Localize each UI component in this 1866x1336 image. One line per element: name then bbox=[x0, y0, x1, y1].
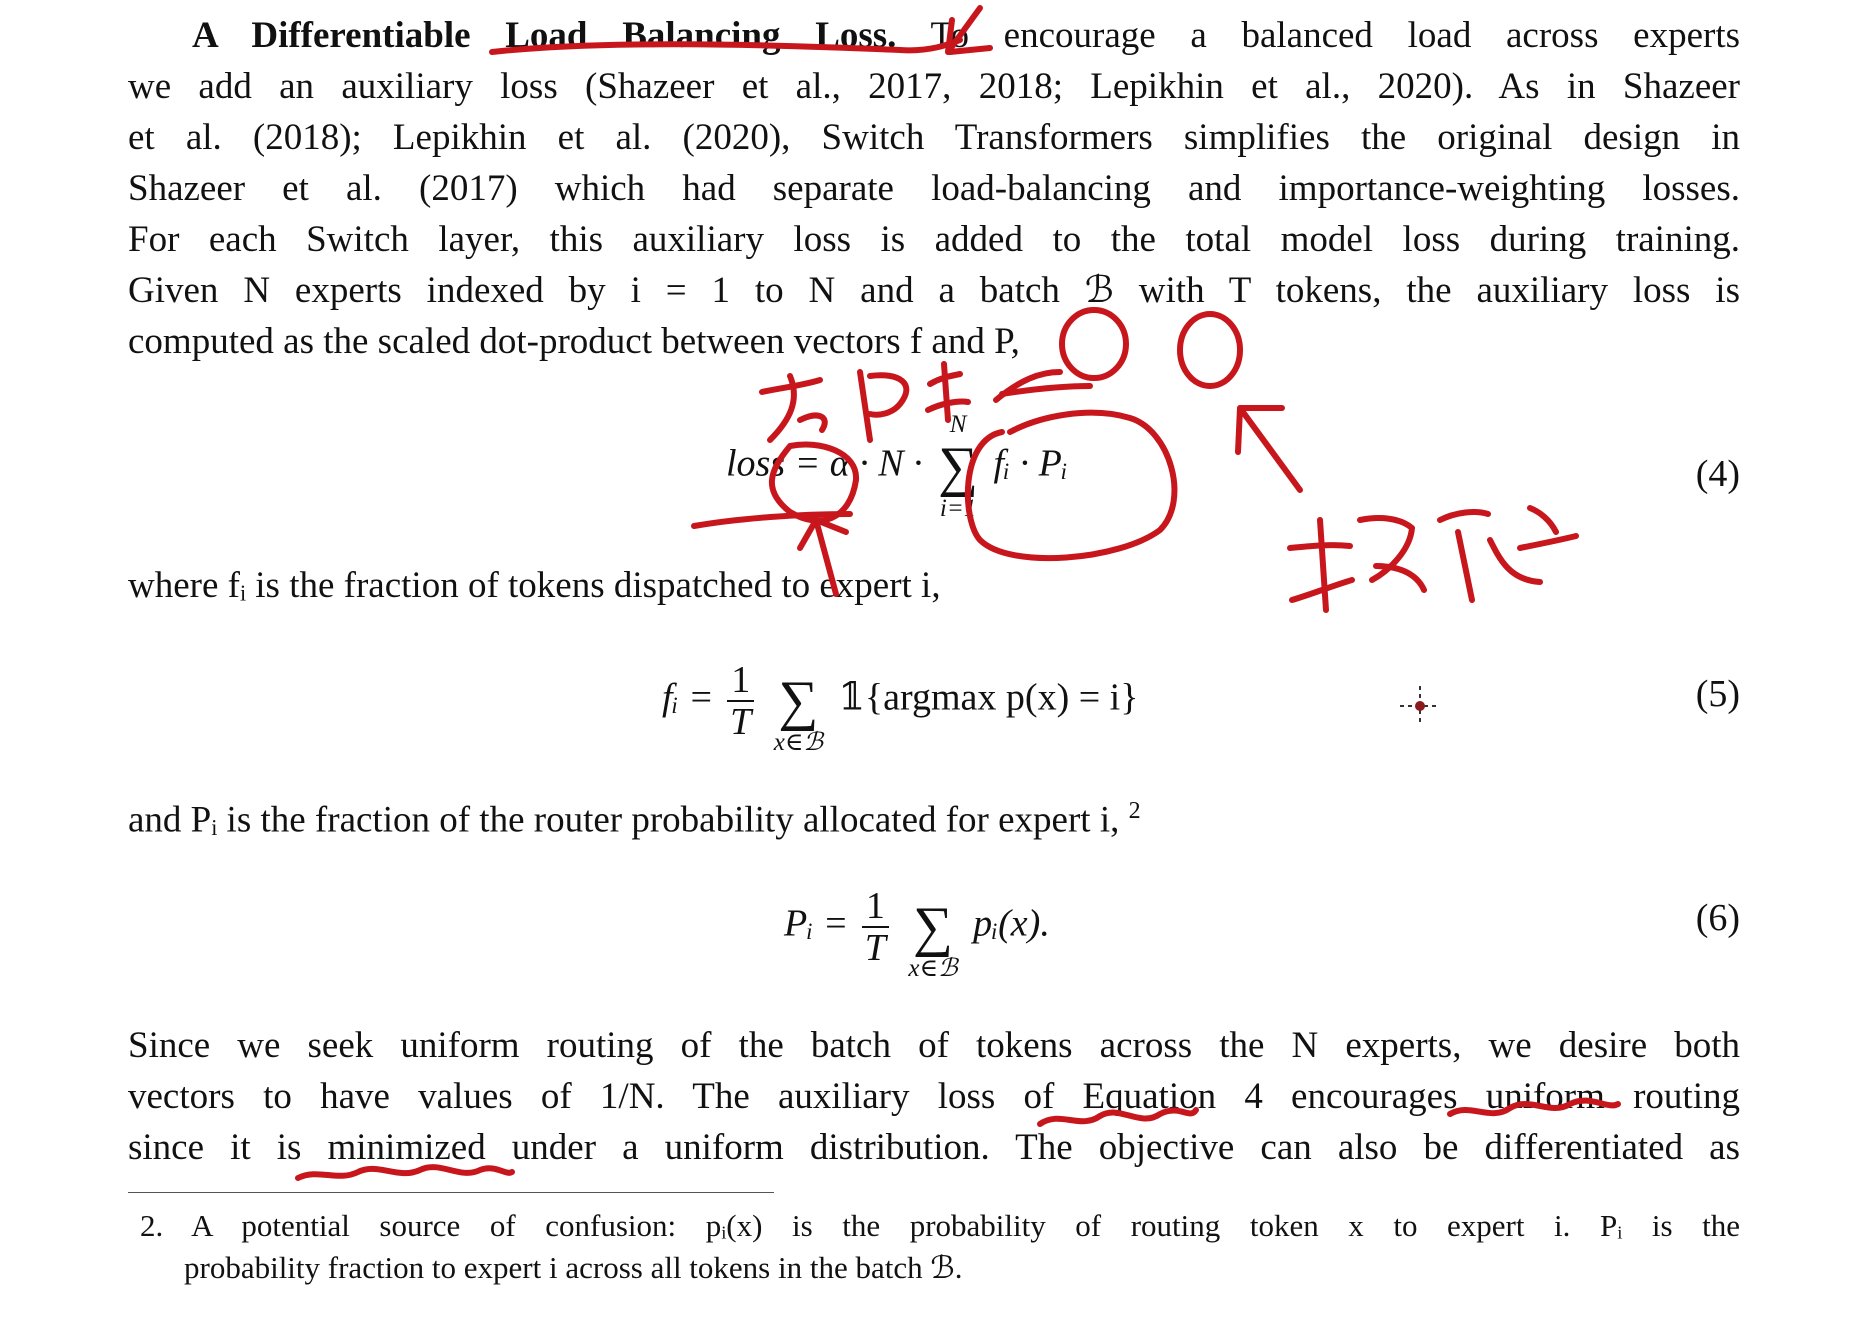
paragraph-line: and Pᵢ is the fraction of the router probability allocated for expert i, $^2$ bbox=[128, 798, 1141, 841]
paragraph-line: computed as the scaled dot-product between vectors f and P, bbox=[128, 321, 1020, 362]
paragraph-line: Given N experts indexed by i = 1 to N and a batch ℬ with T tokens, the auxiliary loss is bbox=[128, 270, 1740, 311]
crosshair-cursor-icon bbox=[1398, 684, 1442, 728]
uniform-routing-paragraph bbox=[128, 1020, 1740, 1173]
fraction: $\frac{1}{T}$ bbox=[862, 886, 889, 968]
paragraph-line: Shazeer et al. (2017) which had separate load-balancing and importance-weighting losses. bbox=[128, 168, 1740, 209]
arrow-to-p-icon bbox=[1238, 408, 1300, 490]
equation-6-lhs: Pᵢ = bbox=[784, 902, 849, 945]
equation-5-number: (5) bbox=[1695, 673, 1740, 715]
equation-4 bbox=[726, 412, 1068, 522]
summation: ∑ x∈ℬ bbox=[773, 670, 823, 756]
footnote-reference: 2 bbox=[1128, 798, 1141, 824]
section-heading: A Differentiable Load Balancing Loss. bbox=[192, 15, 897, 56]
equation-6-summand: pᵢ(x). bbox=[973, 902, 1050, 945]
paragraph-line: A Differentiable Load Balancing Loss. To encourage a balanced load across experts bbox=[192, 15, 1740, 56]
load-balancing-paragraph bbox=[128, 10, 1740, 367]
router-probability-paragraph bbox=[128, 786, 1740, 845]
fraction-tokens-paragraph bbox=[128, 560, 1740, 611]
equation-4-number: (4) bbox=[1695, 453, 1740, 495]
footnote bbox=[140, 1205, 1740, 1289]
footnote-divider bbox=[128, 1192, 774, 1193]
paragraph-line: vectors to have values of 1/N. The auxiliary loss of Equation 4 encourages uniform routing bbox=[128, 1076, 1740, 1117]
summation: ∑ x∈ℬ bbox=[908, 896, 958, 982]
equation-6 bbox=[784, 872, 1050, 982]
equation-5-lhs: fᵢ = bbox=[662, 676, 714, 719]
fraction: $\frac{1}{T}$ bbox=[727, 660, 754, 742]
summation: N ∑ i=1 bbox=[938, 411, 978, 522]
paragraph-line: where fᵢ is the fraction of tokens dispatched to expert i, bbox=[128, 565, 941, 606]
paragraph-line: et al. (2018); Lepikhin et al. (2020), Switch Transformers simplifies the original design in bbox=[128, 117, 1740, 158]
connecting-stroke bbox=[996, 372, 1090, 400]
paragraph-line: since it is minimized under a uniform distribution. The objective can also be differentiated as bbox=[128, 1127, 1740, 1168]
footnote-line: probability fraction to expert i across all tokens in the batch ℬ. bbox=[184, 1250, 963, 1285]
paragraph-line: Since we seek uniform routing of the batch of tokens across the N experts, we desire both bbox=[128, 1025, 1740, 1066]
footnote-line: 2. A potential source of confusion: pᵢ(x) is the probability of routing token x to expert i. Pᵢ is the bbox=[140, 1208, 1740, 1243]
equation-5-summand: 𝟙{argmax p(x) = i} bbox=[838, 676, 1139, 719]
cut-off-previous-line bbox=[128, 0, 1748, 8]
equation-6-number: (6) bbox=[1695, 897, 1740, 939]
paragraph-line: For each Switch layer, this auxiliary loss is added to the total model loss during training. bbox=[128, 219, 1740, 260]
equation-4-lhs: loss = α · N · bbox=[726, 442, 923, 485]
equation-5 bbox=[662, 646, 1138, 756]
paragraph-line: we add an auxiliary loss (Shazeer et al., 2017, 2018; Lepikhin et al., 2020). As in Shazeer bbox=[128, 66, 1740, 107]
equation-4-summand: fᵢ · Pᵢ bbox=[993, 442, 1068, 485]
